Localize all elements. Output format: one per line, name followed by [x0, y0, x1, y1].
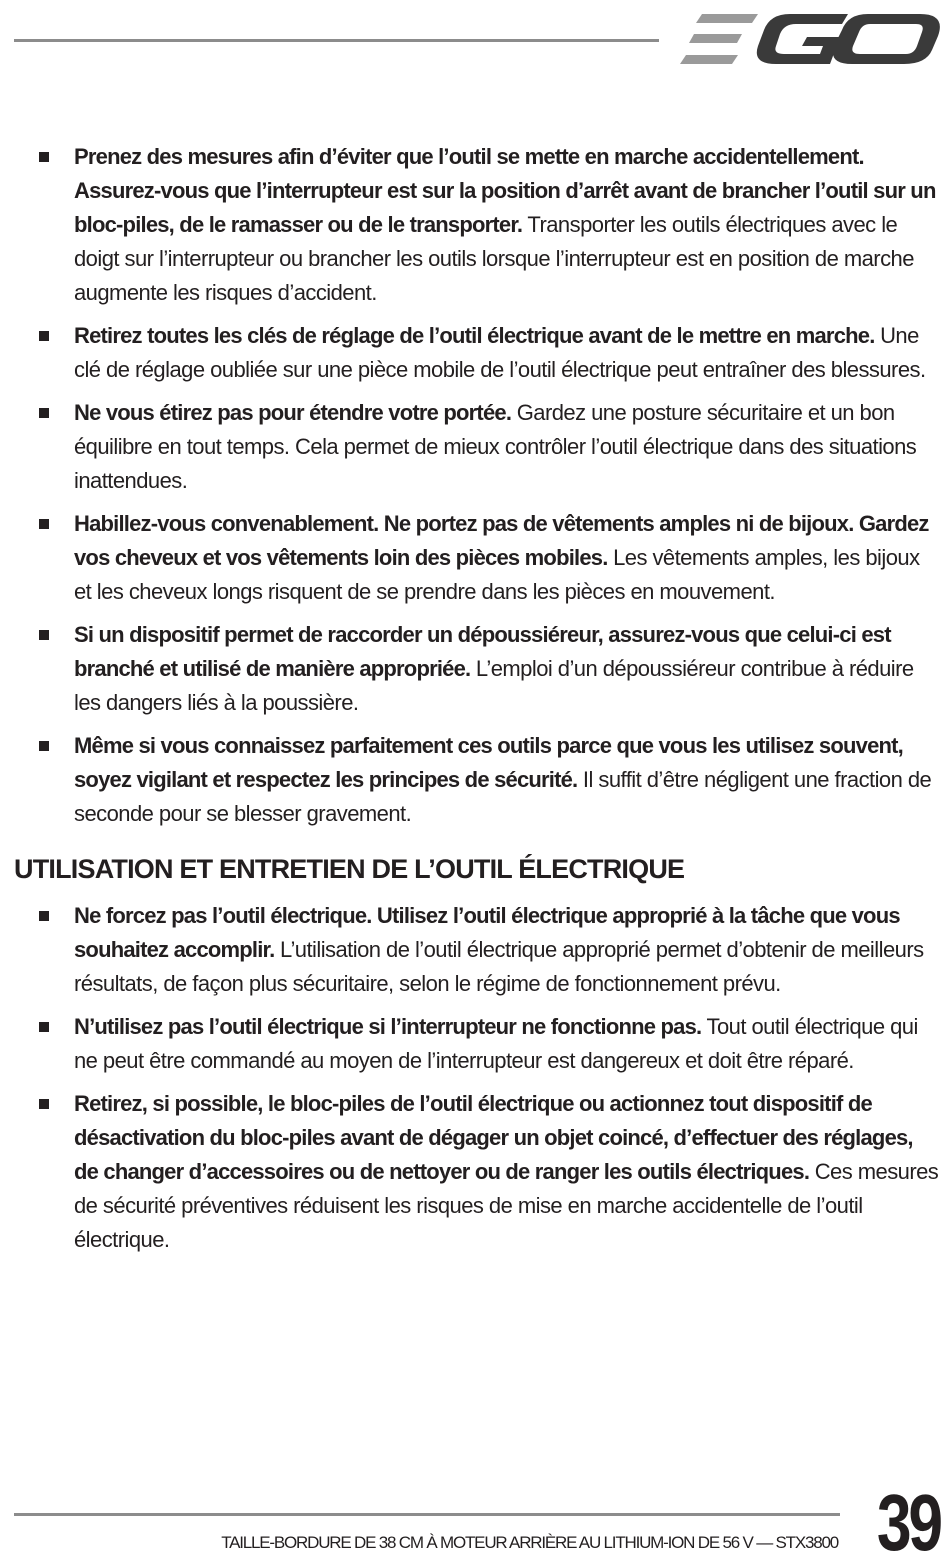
list-item: Ne vous étirez pas pour étendre votre portée. Gardez une posture sécuritaire et un bon équilibre en tout temps. Cela permet de mieux contrôler l’outil électrique dans des situations inattendues. — [14, 396, 940, 498]
square-bullet-icon — [39, 331, 49, 341]
list-item: Si un dispositif permet de raccorder un dépoussiéreur, assurez-vous que celui-ci est branché et utilisé de manière appropriée. L’emploi d’un dépoussiéreur contribue à réduire les dangers liés à la poussière. — [14, 618, 940, 720]
list-item: Prenez des mesures afin d’éviter que l’outil se mette en marche accidentellement. Assurez-vous que l’interrupteur est sur la position d’arrêt avant de brancher l’outil sur un bloc-piles, de le ramasser ou de le transporter. Transporter les outils électriques avec le doigt sur l’interrupteur ou brancher les outils lorsque l’interrupteur est en position de marche augmente les risques d’accident. — [14, 140, 940, 310]
square-bullet-icon — [39, 741, 49, 751]
footer-product-title: TAILLE-BORDURE DE 38 CM À MOTEUR ARRIÈRE AU LITHIUM-ION DE 56 V — STX3800 — [221, 1533, 838, 1552]
square-bullet-icon — [39, 1099, 49, 1109]
list-item: N’utilisez pas l’outil électrique si l’interrupteur ne fonctionne pas. Tout outil électrique qui ne peut être commandé au moyen de l’interrupteur est dangereux et doit être réparé. — [14, 1010, 940, 1078]
list-item: Même si vous connaissez parfaitement ces outils parce que vous les utilisez souvent, soyez vigilant et respectez les principes de sécurité. Il suffit d’être négligent une fraction de seconde pour se blesser gravement. — [14, 729, 940, 831]
section-title: UTILISATION ET ENTRETIEN DE L’OUTIL ÉLECTRIQUE — [14, 854, 685, 884]
square-bullet-icon — [39, 911, 49, 921]
safety-list-2 — [14, 899, 940, 1257]
list-item: Ne forcez pas l’outil électrique. Utilisez l’outil électrique approprié à la tâche que vous souhaitez accomplir. L’utilisation de l’outil électrique approprié permet d’obtenir de meilleurs résultats, de façon plus sécuritaire, selon le régime de fonctionnement prévu. — [14, 899, 940, 1001]
list-item: Habillez-vous convenablement. Ne portez pas de vêtements amples ni de bijoux. Gardez vos cheveux et vos vêtements loin des pièces mobiles. Les vêtements amples, les bijoux et les cheveux longs risquent de se prendre dans les pièces en mouvement. — [14, 507, 940, 609]
square-bullet-icon — [39, 152, 49, 162]
ego-logo — [680, 10, 942, 70]
list-item: Retirez, si possible, le bloc-piles de l’outil électrique ou actionnez tout dispositif de désactivation du bloc-piles avant de dégager un objet coincé, d’effectuer des réglages, de changer d’accessoires ou de nettoyer ou de ranger les outils électriques. Ces mesures de sécurité préventives réduisent les risques de mise en marche accidentelle de l’outil électrique. — [14, 1087, 940, 1257]
square-bullet-icon — [39, 519, 49, 529]
header-rule — [14, 39, 659, 42]
list-item: Retirez toutes les clés de réglage de l’outil électrique avant de le mettre en marche. Une clé de réglage oubliée sur une pièce mobile de l’outil électrique peut entraîner des blessures. — [14, 319, 940, 387]
page-number: 39 — [876, 1478, 940, 1567]
safety-list-1 — [14, 140, 940, 831]
page-content — [14, 140, 940, 1266]
square-bullet-icon — [39, 630, 49, 640]
square-bullet-icon — [39, 408, 49, 418]
square-bullet-icon — [39, 1022, 49, 1032]
footer-rule — [14, 1513, 840, 1516]
